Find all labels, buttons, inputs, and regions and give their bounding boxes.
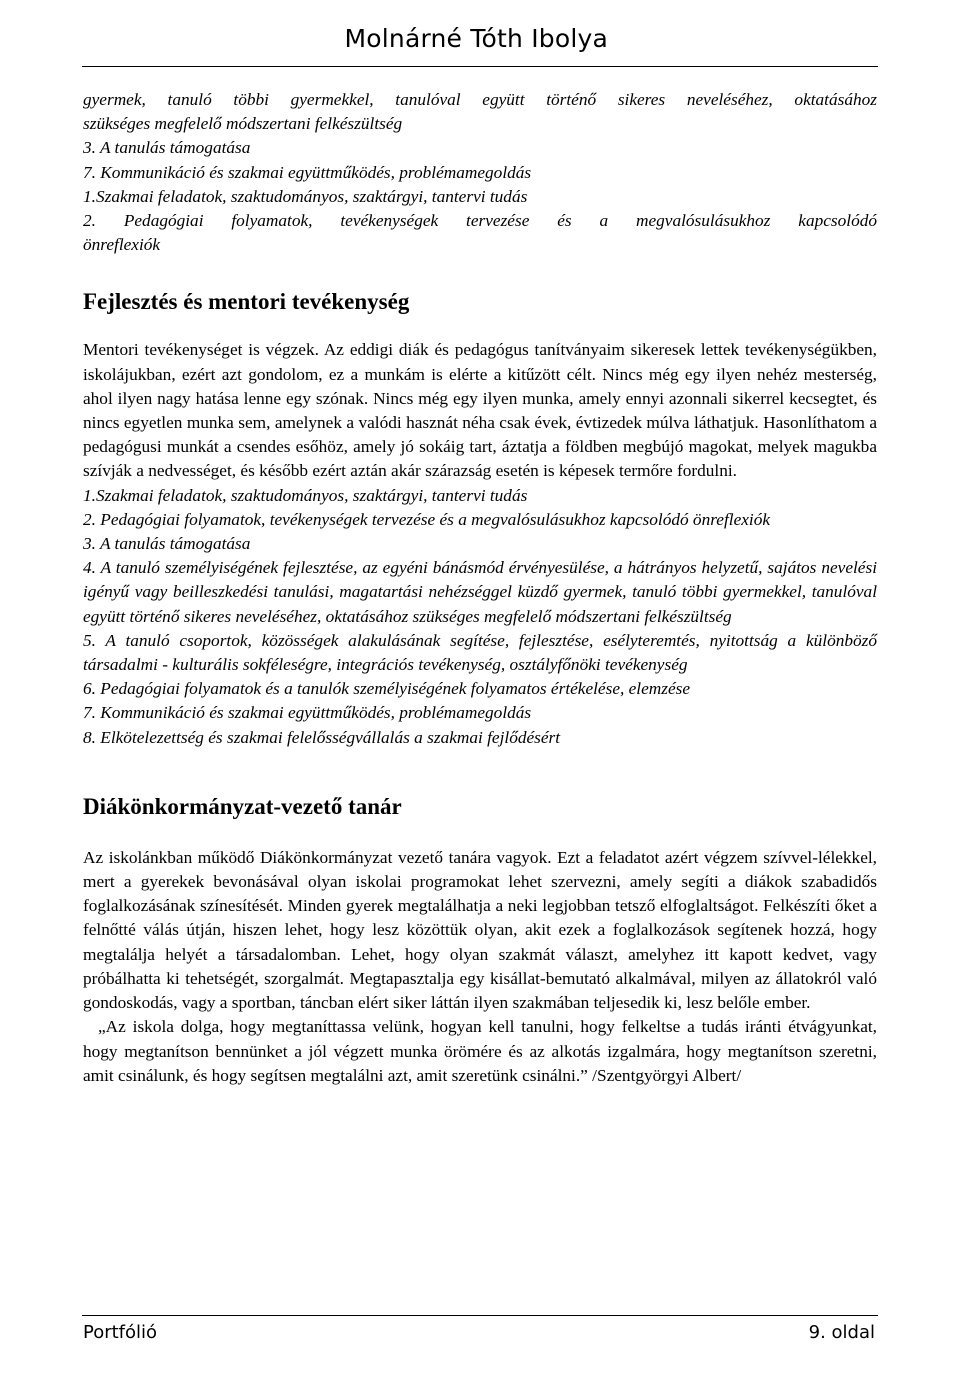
list-item: 8. Elkötelezettség és szakmai felelősségvállalás a szakmai fejlődésért <box>83 727 561 747</box>
list-item: 2. Pedagógiai folyamatok, tevékenységek tervezése és a megvalósulásukhoz kapcsolódó önreflexiók <box>83 509 771 529</box>
footer-portfolio-label: Portfólió <box>83 1322 158 1343</box>
list-item: 3. A tanulás támogatása <box>83 138 251 158</box>
list-item: 7. Kommunikáció és szakmai együttműködés, problémamegoldás <box>83 703 532 723</box>
page-header-author: Molnárné Tóth Ibolya <box>344 24 608 53</box>
list-item: 6. Pedagógiai folyamatok és a tanulók személyiségének folyamatos értékelése, elemzése <box>83 679 691 699</box>
page-content <box>83 88 877 1088</box>
mentoring-competency-list <box>83 484 877 750</box>
quote-paragraph: „Az iskola dolga, hogy megtaníttassa velünk, hogyan kell tanulni, hogy felkeltse a tudás iránti étvágyunkat, hogy megtanítson bennünket a jól végzett munka örömére és az alkotás izgalmára, hogy megtanítson szeretni, amit csinálunk, és hogy segítsen megtalálni azt, amit szeretünk csinálni.” /Szentgyörgyi Albert/ <box>83 1017 877 1085</box>
footer-divider <box>82 1315 878 1316</box>
list-item: 4. A tanuló személyiségének fejlesztése, az egyéni bánásmód érvényesülése, a hátrányos helyzetű, sajátos nevelési igényű vagy beilleszkedési tanulási, magatartási nehézséggel küzdő gyermek, tanuló többi gyermekkel, tanulóval együtt történő sikeres neveléséhez, oktatásához szükséges megfelelő módszertani felkészültség <box>83 558 877 626</box>
list-item: 2. Pedagógiai folyamatok, tevékenységek tervezése és a megvalósulásukhoz kapcsolódó <box>83 211 877 231</box>
list-item: önreflexiók <box>83 235 161 255</box>
section-title-mentoring: Fejlesztés és mentori tevékenység <box>83 289 410 315</box>
header-divider <box>82 66 878 67</box>
section-title-student-council: Diákönkormányzat-vezető tanár <box>83 793 402 819</box>
list-item: 1.Szakmai feladatok, szaktudományos, szaktárgyi, tantervi tudás <box>83 186 528 206</box>
list-item: 7. Kommunikáció és szakmai együttműködés, problémamegoldás <box>83 162 532 182</box>
list-item: 3. A tanulás támogatása <box>83 534 251 554</box>
mentoring-paragraph: Mentori tevékenységet is végzek. Az eddigi diák és pedagógus tanítványaim sikeresek lettek tevékenységükben, iskolájukban, ezért azt gondolom, ez a munkám is elérte a kitűzött célt. Nincs még egy ilyen nehéz mesterség, ahol ilyen nagy hatása lenne egy szónak. Nincs még egy ilyen munka, amely ennyi azonnali sikerrel kecsegtet, és nincs egyetlen munka sem, amelynek a valódi hasznát néha csak évek, évtizedek múlva láthatjuk. Hasonlíthatom a pedagógusi munkát a csendes esőhöz, amely jó sokáig tart, áztatja a földben megbújó magokat, melyek magukba szívják a nedvességet, és később ezért aztán akár szárazság esetén is képesek termőre fordulni. <box>83 340 877 481</box>
list-item: gyermek, tanuló többi gyermekkel, tanulóval együtt történő sikeres neveléséhez, oktatásához <box>83 90 877 109</box>
top-competency-list <box>83 88 877 257</box>
list-item: 5. A tanuló csoportok, közösségek alakulásának segítése, fejlesztése, esélyteremtés, nyitottság a különböző társadalmi - kulturális sokféleségre, integrációs tevékenység, osztályfőnöki tevékenység <box>83 630 877 675</box>
student-council-paragraph: Az iskolánkban működő Diákönkormányzat vezető tanára vagyok. Ezt a feladatot azért végzem szívvel-lélekkel, mert a gyerekek bevonásával olyan iskolai programokat lehet szervezni, amely segíti a diákok szabadidős foglalkozásának színesítését. Minden gyerek megtalálhatja a neki legjobban tetsző elfoglaltságot. Felkészíti őket a felnőtté válás útján, hiszen lehet, hogy lesz közöttük olyan, akit ezek a foglalkozások segítenek hozzá, hogy megtalálja helyét a társadalomban. Lehet, hogy olyan szakmát választ, amelyhez itt kapott kedvet, vagy próbálhatta ki tehetségét, szorgalmát. Megtapasztalja egy kisállat-bemutató alkalmával, milyen az állatokról való gondoskodás, vagy a sportban, táncban elért siker láttán ilyen szakmában teljesedik ki, lesz belőle ember. <box>83 847 877 1013</box>
page-number: 9. oldal <box>808 1322 875 1343</box>
list-item: 1.Szakmai feladatok, szaktudományos, szaktárgyi, tantervi tudás <box>83 485 528 505</box>
list-item: szükséges megfelelő módszertani felkészültség <box>83 114 403 134</box>
